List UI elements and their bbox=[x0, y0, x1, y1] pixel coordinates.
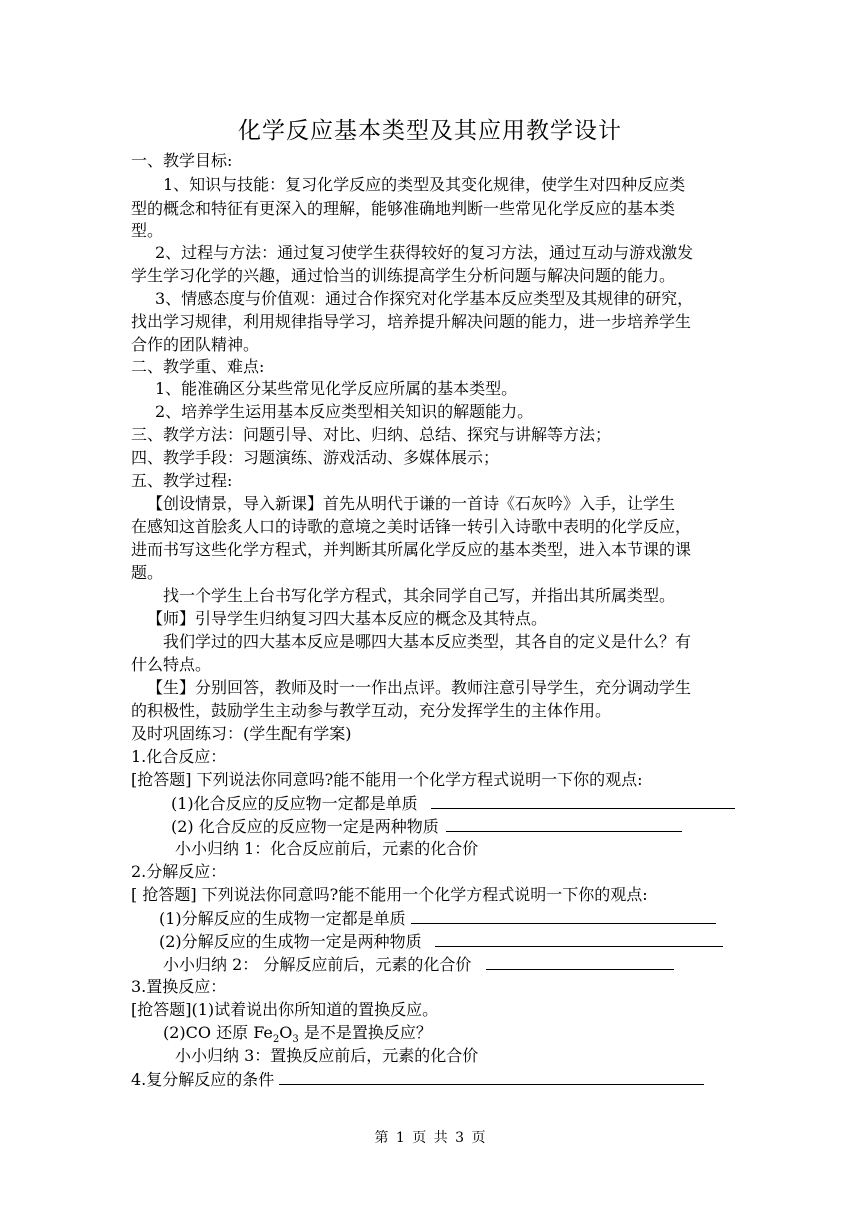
section-heading-methods: 三、教学方法：问题引导、对比、归纳、总结、探究与讲解等方法； bbox=[131, 425, 612, 444]
answer-blank[interactable] bbox=[446, 815, 682, 832]
summary-line: 小小归纳 3：置换反应前后，元素的化合价 bbox=[175, 1046, 479, 1065]
exercise-heading: 4.复分解反应的条件 bbox=[131, 1070, 275, 1089]
summary-line: 小小归纳 1：化合反应前后，元素的化合价 bbox=[175, 839, 479, 858]
section-heading-key-points: 二、教学重、难点: bbox=[131, 357, 265, 376]
answer-blank[interactable] bbox=[411, 907, 716, 924]
paragraph-line: 学生学习化学的兴趣，通过恰当的训练提高学生分析问题与解决问题的能力。 bbox=[131, 266, 676, 285]
exercise-heading: 2.分解反应： bbox=[131, 862, 227, 881]
question-item bbox=[159, 907, 716, 930]
paragraph-line: 型。 bbox=[131, 221, 164, 240]
section-heading-means: 四、教学手段：习题演练、游戏活动、多媒体展示； bbox=[131, 448, 500, 467]
paragraph-line: 型的概念和特征有更深入的理解，能够准确地判断一些常见化学反应的基本类 bbox=[131, 199, 676, 218]
answer-blank[interactable] bbox=[279, 1068, 704, 1085]
paragraph-line: 题。 bbox=[131, 563, 164, 582]
answer-blank[interactable] bbox=[431, 792, 735, 809]
question-item bbox=[131, 1068, 704, 1091]
paragraph-line: 什么特点。 bbox=[131, 655, 212, 674]
question-line: [抢答题] 下列说法你同意吗?能不能用一个化学方程式说明一下你的观点: bbox=[131, 770, 643, 789]
answer-blank[interactable] bbox=[486, 953, 674, 970]
paragraph-line: 合作的团队精神。 bbox=[131, 335, 260, 354]
formula-text: O bbox=[279, 1023, 293, 1042]
paragraph-line: 1、知识与技能：复习化学反应的类型及其变化规律，使学生对四种反应类 bbox=[163, 175, 686, 194]
paragraph-line: 我们学过的四大基本反应是哪四大基本反应类型，其各自的定义是什么？有 bbox=[163, 632, 692, 651]
exercise-heading: 1.化合反应： bbox=[131, 747, 227, 766]
question-item bbox=[159, 930, 723, 953]
question-text: (2) 化合反应的反应物一定是两种物质 bbox=[171, 817, 439, 836]
paragraph-line: 1、能准确区分某些常见化学反应所属的基本类型。 bbox=[155, 379, 518, 398]
paragraph-line: 【师】引导学生归纳复习四大基本反应的概念及其特点。 bbox=[147, 609, 548, 628]
paragraph-line: 在感知这首脍炙人口的诗歌的意境之美时话锋一转引入诗歌中表明的化学反应， bbox=[131, 517, 692, 536]
paragraph-line: 找出学习规律，利用规律指导学习，培养提升解决问题的能力，进一步培养学生 bbox=[131, 312, 692, 331]
question-text: (2)分解反应的生成物一定是两种物质 bbox=[159, 932, 422, 951]
question-item bbox=[163, 953, 674, 976]
question-item bbox=[171, 792, 735, 815]
question-item bbox=[171, 815, 682, 838]
question-text: 是不是置换反应？ bbox=[298, 1023, 432, 1042]
formula-subscript: 3 bbox=[292, 1034, 299, 1046]
exercise-heading: 3.置换反应： bbox=[131, 977, 227, 996]
question-line: [ 抢答题] 下列说法你同意吗?能不能用一个化学方程式说明一下你的观点: bbox=[131, 885, 648, 904]
paragraph-line: 的积极性，鼓励学生主动参与教学互动，充分发挥学生的主体作用。 bbox=[131, 701, 612, 720]
paragraph-line: 3、情感态度与价值观：通过合作探究对化学基本反应类型及其规律的研究， bbox=[155, 289, 694, 308]
paragraph-line: 找一个学生上台书写化学方程式，其余同学自己写，并指出其所属类型。 bbox=[163, 586, 676, 605]
document-title: 化学反应基本类型及其应用教学设计 bbox=[238, 118, 622, 144]
paragraph-line: 2、过程与方法：通过复习使学生获得较好的复习方法，通过互动与游戏激发 bbox=[155, 243, 694, 262]
section-heading-process: 五、教学过程: bbox=[131, 471, 233, 490]
paragraph-line: 2、培养学生运用基本反应类型相关知识的解题能力。 bbox=[155, 402, 534, 421]
question-text: (1)分解反应的生成物一定都是单质 bbox=[159, 909, 406, 928]
formula-subscript: 2 bbox=[272, 1034, 280, 1046]
question-text: (1)化合反应的反应物一定都是单质 bbox=[171, 794, 418, 813]
page-footer: 第 1 页 共 3 页 bbox=[374, 1130, 486, 1146]
answer-blank[interactable] bbox=[435, 930, 723, 947]
paragraph-line: 【创设情景，导入新课】首先从明代于谦的一首诗《石灰吟》入手，让学生 bbox=[147, 494, 676, 513]
question-line: [抢答题](1)试着说出你所知道的置换反应。 bbox=[131, 1000, 439, 1019]
summary-text: 小小归纳 2： 分解反应前后，元素的化合价 bbox=[163, 955, 472, 974]
paragraph-line: 及时巩固练习：(学生配有学案) bbox=[131, 724, 352, 743]
paragraph-line: 【生】分别回答，教师及时一一作出点评。教师注意引导学生，充分调动学生 bbox=[147, 678, 692, 697]
question-text: (2)CO 还原 Fe bbox=[163, 1023, 273, 1042]
paragraph-line: 进而书写这些化学方程式，并判断其所属化学反应的基本类型，进入本节课的课 bbox=[131, 540, 692, 559]
section-heading-objectives: 一、教学目标: bbox=[131, 151, 233, 170]
